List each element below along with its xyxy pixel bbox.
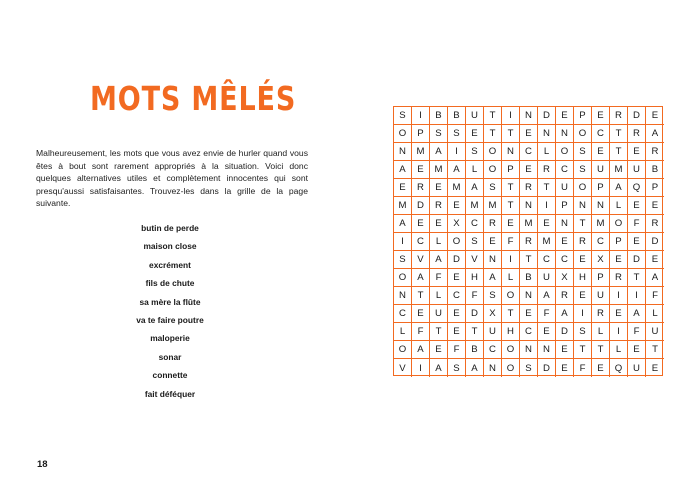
grid-cell: N [484,359,502,377]
grid-cell: P [610,233,628,251]
grid-cell: I [538,197,556,215]
grid-cell: P [412,125,430,143]
grid-cell: S [394,107,412,125]
grid-cell: N [520,341,538,359]
grid-cell: M [394,197,412,215]
grid-cell: M [448,179,466,197]
grid-cell: P [592,179,610,197]
grid-cell: T [592,341,610,359]
grid-cell: F [628,215,646,233]
grid-cell: U [430,305,448,323]
grid-cell: F [430,269,448,287]
grid-cell: E [448,323,466,341]
grid-cell: E [592,107,610,125]
grid-cell: R [412,179,430,197]
grid-cell: V [466,251,484,269]
grid-cell: T [610,125,628,143]
grid-cell: T [520,251,538,269]
grid-cell: A [556,305,574,323]
grid-cell: A [430,359,448,377]
grid-cell: O [574,179,592,197]
grid-cell: E [574,287,592,305]
word-list-item: maison close [143,241,197,252]
grid-cell: T [502,125,520,143]
grid-cell: R [628,125,646,143]
grid-cell: L [466,161,484,179]
grid-cell: O [484,143,502,161]
grid-cell: S [484,179,502,197]
grid-cell: I [574,305,592,323]
grid-cell: N [502,143,520,161]
grid-cell: L [592,323,610,341]
grid-cell: E [430,341,448,359]
grid-cell: T [430,323,448,341]
grid-cell: E [448,305,466,323]
grid-cell: O [502,341,520,359]
grid-cell: N [538,125,556,143]
grid-cell: T [502,179,520,197]
grid-cell: M [430,161,448,179]
grid-cell: N [556,215,574,233]
grid-cell: C [484,341,502,359]
grid-cell: S [430,125,448,143]
word-list-item: connette [152,370,188,381]
grid-cell: N [394,143,412,161]
word-list-item: butin de perde [141,223,199,233]
grid-cell: E [556,233,574,251]
word-list-item: maloperie [150,333,190,344]
grid-cell: E [538,215,556,233]
grid-cell: E [520,305,538,323]
grid-cell: C [466,215,484,233]
grid-cell: M [412,143,430,161]
grid-cell: O [502,287,520,305]
grid-cell: D [646,233,664,251]
grid-cell: B [430,107,448,125]
grid-cell: F [628,323,646,341]
grid-cell: R [520,233,538,251]
grid-cell: R [574,233,592,251]
grid-cell: A [412,341,430,359]
grid-cell: H [574,269,592,287]
grid-cell: N [484,251,502,269]
grid-cell: Q [610,359,628,377]
grid-cell: N [394,287,412,305]
grid-cell: F [646,287,664,305]
grid-cell: A [448,161,466,179]
grid-cell: E [412,161,430,179]
grid-cell: D [448,251,466,269]
grid-cell: R [610,107,628,125]
grid-cell: V [394,359,412,377]
grid-cell: M [466,197,484,215]
grid-cell: A [412,269,430,287]
grid-cell: E [520,161,538,179]
grid-cell: F [502,233,520,251]
grid-cell: T [574,341,592,359]
grid-cell: A [538,287,556,305]
grid-cell: R [520,179,538,197]
grid-cell: T [646,341,664,359]
grid-cell: E [412,215,430,233]
grid-cell: C [538,251,556,269]
grid-cell: Q [628,179,646,197]
grid-cell: R [556,287,574,305]
grid-cell: E [574,251,592,269]
grid-cell: T [574,215,592,233]
grid-cell: R [484,215,502,233]
grid-cell: U [466,107,484,125]
grid-cell: O [610,215,628,233]
grid-cell: L [610,197,628,215]
grid-cell: D [466,305,484,323]
grid-cell: O [394,269,412,287]
grid-cell: V [412,251,430,269]
grid-cell: A [394,161,412,179]
grid-cell: D [412,197,430,215]
grid-cell: O [448,233,466,251]
grid-cell: T [610,143,628,161]
grid-cell: P [574,107,592,125]
grid-cell: D [538,359,556,377]
grid-cell: U [484,323,502,341]
grid-cell: B [520,269,538,287]
grid-cell: L [646,305,664,323]
grid-cell: A [484,269,502,287]
grid-cell: U [592,287,610,305]
grid-cell: I [394,233,412,251]
intro-paragraph: Malheureusement, les mots que vous avez envie de hurler quand vous êtes à bout sont rarement appropriés à la situation. Voici donc quelques alternatives utiles et complètement innocentes qui sont presqu'aussi satisfaisantes. Trouvez-les dans la grille de la page suivante. [36,148,308,209]
word-list [100,219,240,403]
grid-cell: E [484,233,502,251]
grid-cell: S [574,143,592,161]
grid-cell: E [592,359,610,377]
grid-cell: C [520,143,538,161]
grid-cell: L [610,341,628,359]
grid-cell: D [556,323,574,341]
grid-cell: A [628,305,646,323]
grid-cell: T [538,179,556,197]
grid-cell: S [448,125,466,143]
grid-cell: E [556,359,574,377]
grid-cell: S [484,287,502,305]
grid-cell: D [628,251,646,269]
grid-cell: E [466,125,484,143]
grid-cell: B [466,341,484,359]
grid-cell: N [520,107,538,125]
grid-cell: R [646,143,664,161]
grid-cell: O [502,359,520,377]
word-search-grid [393,106,663,376]
grid-cell: A [646,125,664,143]
grid-cell: R [592,305,610,323]
grid-cell: U [556,179,574,197]
grid-cell: N [592,197,610,215]
grid-cell: U [628,161,646,179]
grid-cell: X [556,269,574,287]
grid-cell: I [502,107,520,125]
grid-cell: E [430,179,448,197]
grid-cell: P [592,269,610,287]
grid-cell: T [502,305,520,323]
grid-cell: U [628,359,646,377]
grid-cell: A [466,179,484,197]
grid-cell: P [646,179,664,197]
grid-cell: R [646,215,664,233]
grid-cell: D [628,107,646,125]
grid-cell: U [592,161,610,179]
page-title: MOTS MÊLÉS [90,79,297,118]
grid-cell: E [448,269,466,287]
grid-cell: L [502,269,520,287]
grid-cell: I [610,287,628,305]
grid-cell: E [520,125,538,143]
grid-cell: A [610,179,628,197]
grid-cell: I [502,251,520,269]
grid-cell: E [628,341,646,359]
grid-cell: F [574,359,592,377]
grid-cell: T [466,323,484,341]
grid-cell: B [646,161,664,179]
grid-cell: P [556,197,574,215]
grid-cell: N [520,287,538,305]
grid-cell: E [556,341,574,359]
grid-cell: A [430,143,448,161]
grid-cell: O [394,341,412,359]
grid-cell: N [520,197,538,215]
grid-cell: C [412,233,430,251]
grid-cell: S [574,161,592,179]
grid-cell: M [538,233,556,251]
grid-cell: A [430,251,448,269]
grid-cell: O [556,143,574,161]
grid-cell: I [628,287,646,305]
grid-cell: O [574,125,592,143]
grid-cell: O [394,125,412,143]
grid-cell: E [394,179,412,197]
grid-cell: E [610,305,628,323]
grid-cell: E [628,143,646,161]
grid-cell: E [592,143,610,161]
grid-cell: R [610,269,628,287]
grid-cell: R [538,161,556,179]
word-list-item: sa mère la flûte [139,296,201,307]
word-list-item: sonar [158,351,182,362]
grid-cell: L [394,323,412,341]
grid-cell: S [466,233,484,251]
grid-cell: P [502,161,520,179]
grid-cell: I [448,143,466,161]
grid-cell: T [412,287,430,305]
grid-cell: E [646,107,664,125]
word-list-item: excrément [149,259,191,270]
page-number: 18 [37,459,48,470]
grid-cell: E [538,323,556,341]
grid-cell: E [646,251,664,269]
grid-cell: E [628,233,646,251]
grid-cell: E [502,215,520,233]
grid-cell: E [646,197,664,215]
grid-cell: E [412,305,430,323]
grid-cell: T [484,107,502,125]
grid-cell: F [448,341,466,359]
grid-cell: I [610,323,628,341]
grid-cell: L [430,287,448,305]
grid-cell: R [430,197,448,215]
grid-cell: E [628,197,646,215]
grid-cell: U [646,323,664,341]
grid-cell: C [448,287,466,305]
grid-cell: E [448,197,466,215]
grid-cell: C [592,125,610,143]
grid-cell: S [574,323,592,341]
grid-cell: S [520,359,538,377]
grid-cell: M [484,197,502,215]
grid-cell: X [592,251,610,269]
grid-cell: H [502,323,520,341]
grid-cell: X [448,215,466,233]
grid-cell: T [502,197,520,215]
grid-cell: L [538,143,556,161]
grid-cell: C [520,323,538,341]
grid-cell: T [628,269,646,287]
grid-cell: D [538,107,556,125]
grid-cell: F [412,323,430,341]
grid-cell: S [394,251,412,269]
grid-cell: N [574,197,592,215]
grid-cell: A [466,359,484,377]
grid-cell: E [610,251,628,269]
grid-cell: H [466,269,484,287]
grid-cell: E [556,107,574,125]
grid-cell: N [556,125,574,143]
grid-cell: N [538,341,556,359]
grid-cell: A [646,269,664,287]
grid-cell: U [538,269,556,287]
grid-cell: A [394,215,412,233]
grid-cell: X [484,305,502,323]
grid-cell: C [592,233,610,251]
word-list-item: fait déféquer [144,388,196,399]
grid-cell: M [610,161,628,179]
grid-cell: L [430,233,448,251]
grid-cell: C [556,251,574,269]
grid-cell: T [484,125,502,143]
grid-cell: M [592,215,610,233]
grid-cell: C [556,161,574,179]
grid-cell: S [448,359,466,377]
grid-cell: M [520,215,538,233]
grid-cell: F [466,287,484,305]
grid-cell: S [466,143,484,161]
word-list-item: fils de chute [145,278,195,289]
grid-cell: B [448,107,466,125]
grid-cell: F [538,305,556,323]
grid-cell: C [394,305,412,323]
grid-cell: I [412,107,430,125]
word-list-item: va te faire poutre [136,314,204,325]
grid-cell: E [430,215,448,233]
grid-cell: I [412,359,430,377]
grid-cell: E [651,362,659,374]
grid-cell: O [484,161,502,179]
